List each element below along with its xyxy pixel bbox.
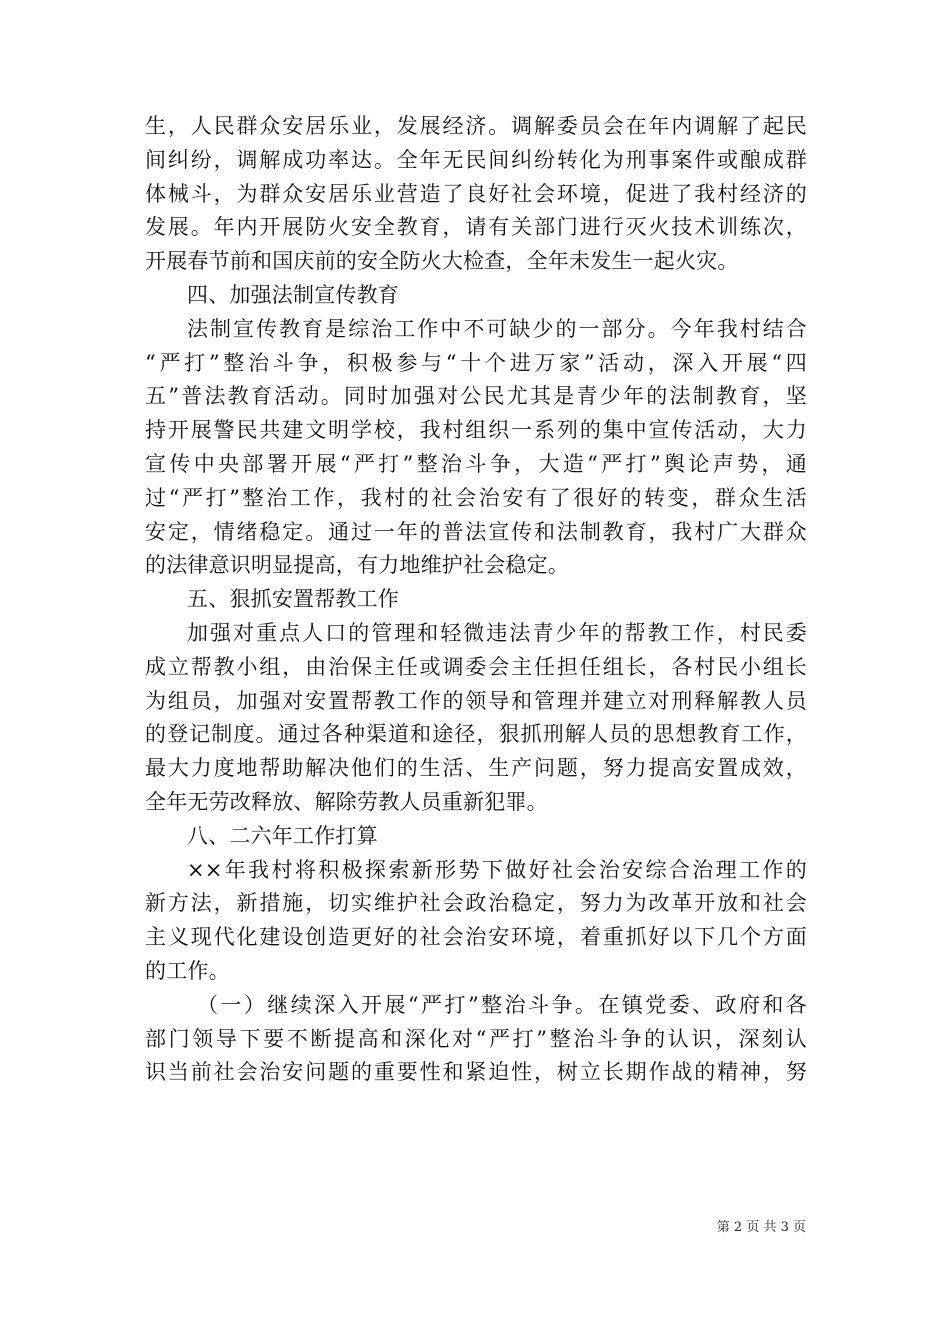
text-line: 最大力度地帮助解决他们的生活、生产问题，努力提高安置成效，: [145, 756, 807, 781]
text-line: 发展。年内开展防火安全教育，请有关部门进行灭火技术训练次，: [145, 215, 807, 240]
text-line: 体械斗，为群众安居乐业营造了良好社会环境，促进了我村经济的: [145, 181, 807, 206]
text-line: 识当前社会治安问题的重要性和紧迫性，树立长期作战的精神，努: [145, 1060, 807, 1085]
text-line: （一）继续深入开展“严打”整治斗争。在镇党委、政府和各: [197, 992, 807, 1017]
text-line: 的法律意识明显提高，有力地维护社会稳定。: [145, 553, 569, 578]
text-line: 生，人民群众安居乐业，发展经济。调解委员会在年内调解了起民: [145, 114, 807, 138]
text-line: 间纠纷，调解成功率达。全年无民间纠纷转化为刑事案件或酿成群: [145, 147, 807, 172]
text-line: 为组员，加强对安置帮教工作的领导和管理并建立对刑释解教人员: [145, 688, 807, 713]
section-heading: 八、二六年工作打算: [187, 823, 378, 848]
text-line: “严打”整治斗争，积极参与“十个进万家”活动，深入开展“四: [145, 350, 807, 375]
text-line: 过“严打”整治工作，我村的社会治安有了很好的转变，群众生活: [145, 485, 807, 510]
text-line: 宣传中央部署开展“严打”整治斗争，大造“严打”舆论声势，通: [145, 451, 807, 476]
section-heading: 四、加强法制宣传教育: [187, 282, 399, 307]
text-line: 的工作。: [145, 958, 230, 983]
text-line: 加强对重点人口的管理和轻微违法青少年的帮教工作，村民委: [187, 620, 807, 645]
text-line: 五”普法教育活动。同时加强对公民尤其是青少年的法制教育，坚: [145, 384, 807, 409]
text-line: 全年无劳改释放、解除劳教人员重新犯罪。: [145, 789, 548, 814]
text-line: 新方法，新措施，切实维护社会政治稳定，努力为改革开放和社会: [145, 891, 807, 916]
document-body: [145, 110, 807, 1090]
text-line: 主义现代化建设创造更好的社会治安环境，着重抓好以下几个方面: [145, 925, 807, 950]
text-line: ××年我村将积极探索新形势下做好社会治安综合治理工作的: [187, 857, 807, 882]
text-line: 成立帮教小组，由治保主任或调委会主任担任组长，各村民小组长: [145, 654, 807, 679]
text-line: 法制宣传教育是综治工作中不可缺少的一部分。今年我村结合: [187, 316, 807, 341]
page-number-footer: 第 2 页 共 3 页: [716, 1220, 806, 1235]
text-line: 持开展警民共建文明学校，我村组织一系列的集中宣传活动，大力: [145, 418, 807, 443]
section-heading: 五、狠抓安置帮教工作: [187, 587, 399, 612]
text-line: 的登记制度。通过各种渠道和途径，狠抓刑解人员的思想教育工作，: [145, 722, 807, 747]
text-line: 安定，情绪稳定。通过一年的普法宣传和法制教育，我村广大群众: [145, 519, 807, 544]
text-line: 部门领导下要不断提高和深化对“严打”整治斗争的认识，深刻认: [145, 1026, 807, 1051]
text-line: 开展春节前和国庆前的安全防火大检查，全年未发生一起火灾。: [145, 249, 739, 274]
